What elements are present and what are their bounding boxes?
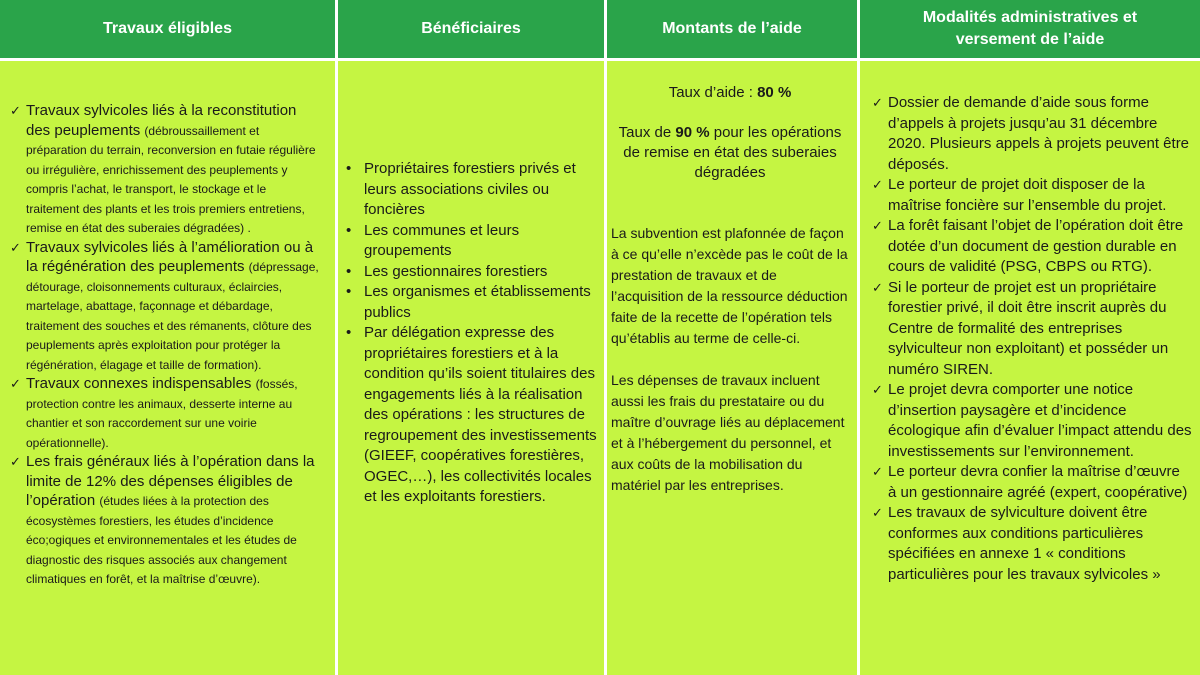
depenses-paragraph: Les dépenses de travaux incluent aussi les frais du prestataire ou du maître d’ouvrage liés au déplacement et à l’hébergement du personnel, et aux coûts de la mobilisation du matériel par les entreprises. [611, 372, 845, 493]
item-main: Travaux sylvicoles liés à la reconstitution des peuplements [26, 102, 297, 139]
list-item: ✓ Les travaux de sylviculture doivent être conformes aux conditions particulières spécifiées en annexe 1 « conditions particulières pour les travaux sylvicoles » [870, 503, 1192, 585]
header-travaux-eligibles [0, 0, 335, 58]
plafond-paragraph: La subvention est plafonnée de façon à ce qu’elle n’excède pas le coût de la prestation de travaux et de l’acquisition de la ressource déduction faite de la recette de l’opération tels qu’établis au terme de celle-ci. [611, 225, 848, 346]
header-beneficiaires [338, 0, 604, 58]
header-label: Modalités administratives et versement de l’aide [922, 9, 1138, 48]
rate2-suffix: pour les opérations de remise en état des suberaies dégradées [623, 124, 842, 181]
list-item: • Les organismes et établissements publics [340, 282, 598, 323]
item-detail: (fossés, protection contre les animaux, desserte interne au chantier et son raccordement sur une voirie opérationnelle). [26, 377, 298, 450]
column-modalites [860, 61, 1200, 675]
rate-label: Taux d’aide : [668, 84, 758, 101]
list-item: ✓ La forêt faisant l’objet de l’opération doit être dotée d’un document de gestion durable en cours de validité (PSG, CBPS ou RTG). [870, 216, 1192, 278]
header-label: Bénéficiaires [421, 20, 521, 37]
list-item: ✓ Si le porteur de projet est un propriétaire forestier privé, il doit être inscrit auprès du Centre de formalité des entreprises sylviculteur non exploitant) et posséder un numéro SIREN. [870, 278, 1192, 381]
list-item: • Par délégation expresse des propriétaires forestiers et à la condition qu’ils soient titulaires des engagements liés à la réalisation des opérations : les structures de regroupement des investissements (GIEEF, coopératives forestières, OGEC,…), les collectivités locales et les exploitants forestiers. [340, 323, 598, 508]
header-montants [607, 0, 857, 58]
list-item: ✓ Le projet devra comporter une notice d’insertion paysagère et d’incidence écologique afin d’évaluer l’impact attendu des investissements sur l’environnement. [870, 380, 1192, 462]
modalites-list [870, 93, 1192, 585]
list-item: ✓ Dossier de demande d’aide sous forme d’appels à projets jusqu’au 31 décembre 2020. Plusieurs appels à projets peuvent être déposés. [870, 93, 1192, 175]
column-montants [607, 61, 857, 675]
list-item: ✓ Le porteur de projet doit disposer de la maîtrise foncière sur l’ensemble du projet. [870, 175, 1192, 216]
list-item: ✓ Le porteur devra confier la maîtrise d’œuvre à un gestionnaire agréé (expert, coopérative) [870, 462, 1192, 503]
column-beneficiaires [338, 61, 604, 675]
header-label: Montants de l’aide [662, 20, 802, 37]
item-main: Travaux sylvicoles liés à l’amélioration ou à la régénération des peuplements [26, 238, 314, 275]
header-modalites [860, 0, 1200, 58]
header-label: Travaux éligibles [103, 20, 232, 37]
list-item: • Propriétaires forestiers privés et leurs associations civiles ou foncières [340, 159, 598, 221]
item-detail: (études liées à la protection des écosystèmes forestiers, les études d’incidence éco;ogiques et environnementales et les études de diagnostic des risques associés aux changement climatiques en forêt, et la maîtrise d’œuvre). [26, 494, 297, 586]
rate2-value: 90 % [675, 124, 710, 141]
rate2-prefix: Taux de [618, 124, 676, 141]
list-item: • Les communes et leurs groupements [340, 221, 598, 262]
item-detail: (débroussaillement et préparation du terrain, reconversion en futaie régulière ou irrégulière, enrichissement des peuplements y compris l’achat, le transport, le stockage et le traitement des plants et les trois premiers entretiens, remise en état des suberaies dégradées) . [26, 123, 316, 235]
travaux-list [8, 101, 321, 589]
taux-suberaies [611, 123, 849, 183]
beneficiaires-list [340, 159, 598, 508]
taux-aide [611, 83, 849, 103]
list-item [8, 101, 321, 238]
list-item [8, 374, 321, 452]
item-detail: (dépressage, détourage, cloisonnements culturaux, éclaircies, martelage, abattage, façonnage et débardage, traitement des souches et des rémanents, clôture des peuplements après exploitation pour protéger la régénération, élagage et taille de formation). [26, 260, 319, 372]
list-item: • Les gestionnaires forestiers [340, 262, 598, 283]
item-main: Travaux connexes indispensables [26, 375, 256, 392]
item-main: Les frais généraux liés à l’opération dans la limite de 12% des dépenses éligibles de l’opération [26, 453, 315, 509]
rate-value: 80 % [757, 84, 792, 101]
list-item [8, 452, 321, 589]
list-item [8, 238, 321, 375]
column-travaux-eligibles [0, 61, 335, 675]
